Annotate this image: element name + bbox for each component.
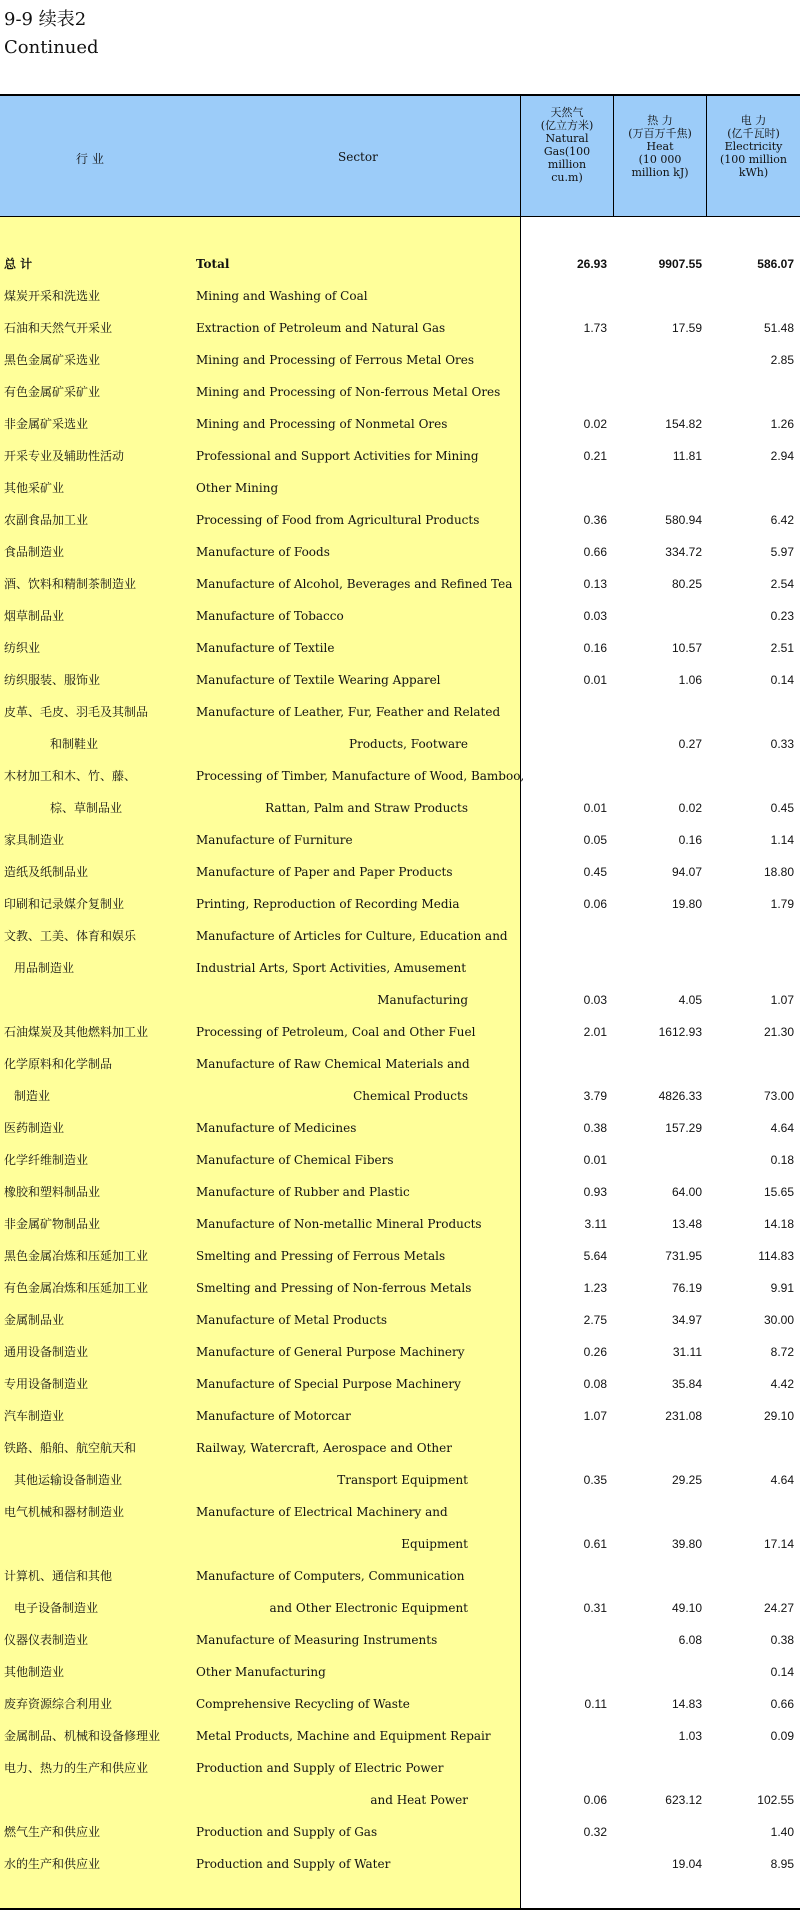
- electricity-value: 0.18: [770, 1153, 794, 1167]
- sector-en: and Other Electronic Equipment: [269, 1601, 468, 1615]
- sector-en: Manufacture of Articles for Culture, Education and: [196, 929, 508, 943]
- table-row: [0, 440, 800, 472]
- heat-value: 17.59: [671, 321, 702, 335]
- natural-gas-value: 0.31: [583, 1601, 607, 1615]
- electricity-value: 6.42: [770, 513, 794, 527]
- natural-gas-value: 0.66: [583, 545, 607, 559]
- sector-en: Mining and Washing of Coal: [196, 289, 368, 303]
- table-row: [0, 472, 800, 504]
- table-row: [0, 1240, 800, 1272]
- table-row: [0, 1656, 800, 1688]
- heat-value: 11.81: [672, 449, 702, 463]
- heat-value: 580.94: [665, 513, 702, 527]
- electricity-value: 51.48: [763, 321, 794, 335]
- industry-cn: 化学纤维制造业: [4, 1153, 89, 1167]
- heat-value: 49.10: [671, 1601, 702, 1615]
- industry-cn: 纺织业: [4, 641, 41, 655]
- sector-en: Manufacture of Computers, Communication: [196, 1569, 465, 1583]
- table-row: [0, 376, 800, 408]
- natural-gas-value: 3.79: [583, 1089, 607, 1103]
- natural-gas-value: 1.07: [583, 1409, 607, 1423]
- header-heat: 热 力 (万百万千焦) Heat (10 000 million kJ): [628, 114, 692, 179]
- electricity-value: 0.45: [770, 801, 794, 815]
- sector-en: Mining and Processing of Ferrous Metal Ores: [196, 353, 475, 367]
- natural-gas-value: 0.13: [583, 577, 607, 591]
- industry-cn: 非金属矿物制品业: [4, 1217, 101, 1231]
- table-row: [0, 1752, 800, 1784]
- electricity-value: 1.79: [770, 897, 794, 911]
- industry-cn: 食品制造业: [4, 545, 65, 559]
- sector-en: Mining and Processing of Non-ferrous Metal Ores: [196, 385, 501, 399]
- heat-value: 94.07: [671, 865, 702, 879]
- natural-gas-value: 0.08: [583, 1377, 607, 1391]
- sector-en: Chemical Products: [353, 1089, 468, 1103]
- natural-gas-value: 0.05: [583, 833, 607, 847]
- electricity-value: 4.64: [770, 1121, 794, 1135]
- electricity-value: 18.80: [763, 865, 794, 879]
- industry-cn: 印刷和记录媒介复制业: [4, 897, 125, 911]
- sector-en: Smelting and Pressing of Ferrous Metals: [196, 1249, 446, 1263]
- electricity-value: 2.51: [770, 641, 794, 655]
- heat-value: 154.82: [665, 417, 702, 431]
- electricity-value: 29.10: [763, 1409, 794, 1423]
- industry-cn: 造纸及纸制品业: [4, 865, 89, 879]
- electricity-value: 73.00: [763, 1089, 794, 1103]
- heat-value: 0.02: [678, 801, 702, 815]
- industry-cn: 皮革、毛皮、羽毛及其制品: [4, 705, 149, 719]
- electricity-value: 5.97: [770, 545, 794, 559]
- table-row: [0, 1400, 800, 1432]
- natural-gas-value: 0.11: [584, 1697, 607, 1711]
- header-sector-en: Sector: [338, 150, 378, 164]
- table-row: [0, 728, 800, 760]
- sector-en: Manufacturing: [377, 993, 468, 1007]
- natural-gas-value: 0.26: [583, 1345, 607, 1359]
- sector-en: and Heat Power: [370, 1793, 468, 1807]
- electricity-value: 1.26: [770, 417, 794, 431]
- sector-en: Manufacture of Leather, Fur, Feather and Related: [196, 705, 501, 719]
- table-row: [0, 1432, 800, 1464]
- heat-value: 1.06: [678, 673, 702, 687]
- sector-en: Manufacture of Textile Wearing Apparel: [196, 673, 441, 687]
- industry-cn: 水的生产和供应业: [4, 1857, 101, 1871]
- sector-en: Manufacture of Foods: [196, 545, 330, 559]
- sector-en: Manufacture of Paper and Paper Products: [196, 865, 453, 879]
- sector-en: Total: [196, 257, 230, 271]
- heat-value: 231.08: [665, 1409, 702, 1423]
- electricity-value: 0.09: [770, 1729, 794, 1743]
- natural-gas-value: 3.11: [584, 1217, 607, 1231]
- industry-cn: 计算机、通信和其他: [4, 1569, 113, 1583]
- electricity-value: 1.07: [770, 993, 794, 1007]
- industry-cn: 专用设备制造业: [4, 1377, 89, 1391]
- table-row: [0, 664, 800, 696]
- industry-cn: 有色金属冶炼和压延加工业: [4, 1281, 149, 1295]
- table-row: [0, 536, 800, 568]
- electricity-value: 8.95: [770, 1857, 794, 1871]
- sector-en: Extraction of Petroleum and Natural Gas: [196, 321, 446, 335]
- table-row: [0, 248, 800, 280]
- industry-cn: 制造业: [14, 1089, 51, 1103]
- table-row: [0, 792, 800, 824]
- table-row: [0, 1208, 800, 1240]
- table-row: [0, 888, 800, 920]
- industry-cn: 铁路、船舶、航空航天和: [4, 1441, 137, 1455]
- table-row: [0, 1688, 800, 1720]
- sector-en: Products, Footware: [349, 737, 468, 751]
- industry-cn: 用品制造业: [14, 961, 75, 975]
- heat-value: 19.80: [671, 897, 702, 911]
- sector-en: Mining and Processing of Nonmetal Ores: [196, 417, 448, 431]
- heat-value: 157.29: [665, 1121, 702, 1135]
- sector-en: Transport Equipment: [337, 1473, 468, 1487]
- industry-cn: 电力、热力的生产和供应业: [4, 1761, 149, 1775]
- heat-value: 34.97: [671, 1313, 702, 1327]
- electricity-value: 21.30: [763, 1025, 794, 1039]
- industry-cn: 和制鞋业: [50, 737, 99, 751]
- heat-value: 64.00: [671, 1185, 702, 1199]
- table-row: [0, 824, 800, 856]
- natural-gas-value: 2.01: [583, 1025, 607, 1039]
- heat-value: 80.25: [671, 577, 702, 591]
- sector-en: Manufacture of Medicines: [196, 1121, 357, 1135]
- electricity-value: 9.91: [770, 1281, 794, 1295]
- table-row: [0, 920, 800, 952]
- heat-value: 13.48: [671, 1217, 702, 1231]
- table-row: [0, 1144, 800, 1176]
- heat-value: 0.16: [678, 833, 702, 847]
- sector-en: Production and Supply of Gas: [196, 1825, 378, 1839]
- table-row: [0, 1592, 800, 1624]
- sector-en: Smelting and Pressing of Non-ferrous Metals: [196, 1281, 472, 1295]
- industry-cn: 黑色金属冶炼和压延加工业: [4, 1249, 149, 1263]
- bottom-rule: [0, 1908, 800, 1910]
- table-row: [0, 1496, 800, 1528]
- electricity-value: 14.18: [763, 1217, 794, 1231]
- industry-cn: 通用设备制造业: [4, 1345, 89, 1359]
- heat-value: 4826.33: [658, 1089, 702, 1103]
- natural-gas-value: 2.75: [583, 1313, 607, 1327]
- industry-cn: 其他采矿业: [4, 481, 65, 495]
- natural-gas-value: 0.02: [583, 417, 607, 431]
- heat-value: 29.25: [671, 1473, 702, 1487]
- table-row: [0, 1336, 800, 1368]
- natural-gas-value: 5.64: [583, 1249, 607, 1263]
- industry-cn: 医药制造业: [4, 1121, 65, 1135]
- natural-gas-value: 0.61: [583, 1537, 607, 1551]
- heat-value: 4.05: [678, 993, 702, 1007]
- heat-value: 39.80: [671, 1537, 702, 1551]
- table-row: [0, 1016, 800, 1048]
- sector-en: Railway, Watercraft, Aerospace and Other: [196, 1441, 452, 1455]
- sector-en: Manufacture of Non-metallic Mineral Products: [196, 1217, 482, 1231]
- electricity-value: 1.40: [770, 1825, 794, 1839]
- electricity-value: 0.33: [770, 737, 794, 751]
- page-title: 9-9 续表2: [4, 9, 87, 30]
- natural-gas-value: 0.03: [583, 609, 607, 623]
- sector-en: Manufacture of General Purpose Machinery: [196, 1345, 465, 1359]
- electricity-value: 8.72: [770, 1345, 794, 1359]
- table-row: [0, 1848, 800, 1880]
- industry-cn: 纺织服装、服饰业: [4, 673, 101, 687]
- sector-en: Printing, Reproduction of Recording Media: [196, 897, 460, 911]
- table-row: [0, 504, 800, 536]
- sector-en: Manufacture of Raw Chemical Materials and: [196, 1057, 470, 1071]
- electricity-value: 2.85: [770, 353, 794, 367]
- heat-value: 0.27: [678, 737, 702, 751]
- sector-en: Professional and Support Activities for Mining: [196, 449, 479, 463]
- table-row: [0, 1080, 800, 1112]
- industry-cn: 仪器仪表制造业: [4, 1633, 89, 1647]
- table-row: [0, 1720, 800, 1752]
- heat-value: 731.95: [665, 1249, 702, 1263]
- industry-cn: 文教、工美、体育和娱乐: [4, 929, 137, 943]
- electricity-value: 30.00: [763, 1313, 794, 1327]
- industry-cn: 木材加工和木、竹、藤、: [4, 769, 137, 783]
- natural-gas-value: 1.23: [583, 1281, 607, 1295]
- electricity-value: 114.83: [758, 1249, 794, 1263]
- sector-en: Manufacture of Metal Products: [196, 1313, 388, 1327]
- sector-en: Manufacture of Furniture: [196, 833, 353, 847]
- electricity-value: 0.38: [770, 1633, 794, 1647]
- natural-gas-value: 26.93: [576, 257, 607, 271]
- natural-gas-value: 1.73: [583, 321, 607, 335]
- sector-en: Manufacture of Tobacco: [196, 609, 344, 623]
- natural-gas-value: 0.16: [583, 641, 607, 655]
- heat-value: 14.83: [671, 1697, 702, 1711]
- sector-en: Industrial Arts, Sport Activities, Amusement: [196, 961, 467, 975]
- sector-en: Processing of Petroleum, Coal and Other Fuel: [196, 1025, 476, 1039]
- page-subtitle: Continued: [4, 37, 99, 58]
- electricity-value: 1.14: [770, 833, 794, 847]
- industry-cn: 石油煤炭及其他燃料加工业: [4, 1025, 149, 1039]
- table-row: [0, 280, 800, 312]
- industry-cn: 总 计: [4, 257, 33, 271]
- industry-cn: 金属制品业: [4, 1313, 65, 1327]
- electricity-value: 15.65: [763, 1185, 794, 1199]
- table-row: [0, 696, 800, 728]
- table-row: [0, 984, 800, 1016]
- electricity-value: 17.14: [763, 1537, 794, 1551]
- industry-cn: 开采专业及辅助性活动: [4, 449, 125, 463]
- industry-cn: 汽车制造业: [4, 1409, 65, 1423]
- electricity-value: 4.64: [770, 1473, 794, 1487]
- table-row: [0, 1272, 800, 1304]
- sector-en: Rattan, Palm and Straw Products: [265, 801, 468, 815]
- industry-cn: 化学原料和化学制品: [4, 1057, 113, 1071]
- electricity-value: 2.54: [770, 577, 794, 591]
- sector-en: Manufacture of Electrical Machinery and: [196, 1505, 448, 1519]
- sector-en: Manufacture of Measuring Instruments: [196, 1633, 438, 1647]
- natural-gas-value: 0.36: [583, 513, 607, 527]
- heat-value: 76.19: [671, 1281, 702, 1295]
- table-row: [0, 1624, 800, 1656]
- header-electricity: 电 力 (亿千瓦时) Electricity (100 million kWh): [720, 114, 787, 179]
- electricity-value: 0.23: [770, 609, 794, 623]
- sector-en: Manufacture of Textile: [196, 641, 335, 655]
- natural-gas-value: 0.01: [583, 673, 607, 687]
- table-row: [0, 1784, 800, 1816]
- sector-en: Processing of Timber, Manufacture of Wood, Bamboo,: [196, 769, 525, 783]
- heat-value: 6.08: [678, 1633, 702, 1647]
- table-row: [0, 1816, 800, 1848]
- sector-en: Manufacture of Motorcar: [196, 1409, 351, 1423]
- table-row: [0, 760, 800, 792]
- industry-cn: 其他制造业: [4, 1665, 65, 1679]
- industry-cn: 煤炭开采和洗选业: [4, 289, 101, 303]
- natural-gas-value: 0.06: [583, 1793, 607, 1807]
- sector-en: Manufacture of Chemical Fibers: [196, 1153, 394, 1167]
- heat-value: 35.84: [671, 1377, 702, 1391]
- industry-cn: 其他运输设备制造业: [14, 1473, 123, 1487]
- table-row: [0, 1304, 800, 1336]
- heat-value: 1612.93: [658, 1025, 702, 1039]
- table-row: [0, 344, 800, 376]
- industry-cn: 金属制品、机械和设备修理业: [4, 1729, 161, 1743]
- electricity-value: 0.14: [770, 1665, 794, 1679]
- industry-cn: 有色金属矿采矿业: [4, 385, 101, 399]
- industry-cn: 烟草制品业: [4, 609, 65, 623]
- sector-en: Production and Supply of Electric Power: [196, 1761, 444, 1775]
- electricity-value: 4.42: [770, 1377, 794, 1391]
- industry-cn: 燃气生产和供应业: [4, 1825, 101, 1839]
- sector-en: Other Manufacturing: [196, 1665, 326, 1679]
- industry-cn: 石油和天然气开采业: [4, 321, 113, 335]
- electricity-value: 586.07: [757, 257, 794, 271]
- industry-cn: 家具制造业: [4, 833, 65, 847]
- heat-value: 31.11: [672, 1345, 702, 1359]
- heat-value: 1.03: [678, 1729, 702, 1743]
- table-row: [0, 632, 800, 664]
- industry-cn: 电气机械和器材制造业: [4, 1505, 125, 1519]
- table-row: [0, 568, 800, 600]
- industry-cn: 农副食品加工业: [4, 513, 89, 527]
- natural-gas-value: 0.06: [583, 897, 607, 911]
- electricity-value: 2.94: [770, 449, 794, 463]
- table-row: [0, 408, 800, 440]
- natural-gas-value: 0.03: [583, 993, 607, 1007]
- sector-en: Manufacture of Special Purpose Machinery: [196, 1377, 461, 1391]
- sector-en: Production and Supply of Water: [196, 1857, 391, 1871]
- sector-en: Comprehensive Recycling of Waste: [196, 1697, 410, 1711]
- table-row: [0, 1048, 800, 1080]
- industry-cn: 黑色金属矿采选业: [4, 353, 101, 367]
- electricity-value: 102.55: [757, 1793, 794, 1807]
- table-row: [0, 1368, 800, 1400]
- sector-en: Other Mining: [196, 481, 279, 495]
- industry-cn: 非金属矿采选业: [4, 417, 89, 431]
- industry-cn: 棕、草制品业: [50, 801, 123, 815]
- table-row: [0, 1176, 800, 1208]
- natural-gas-value: 0.93: [583, 1185, 607, 1199]
- heat-value: 19.04: [671, 1857, 702, 1871]
- heat-value: 10.57: [671, 641, 702, 655]
- natural-gas-value: 0.21: [583, 449, 607, 463]
- sector-en: Manufacture of Rubber and Plastic: [196, 1185, 410, 1199]
- industry-cn: 电子设备制造业: [14, 1601, 99, 1615]
- electricity-value: 0.14: [770, 673, 794, 687]
- electricity-value: 0.66: [770, 1697, 794, 1711]
- header-natural-gas: 天然气 (亿立方米) Natural Gas(100 million cu.m): [540, 106, 594, 184]
- sector-en: Equipment: [401, 1537, 468, 1551]
- heat-value: 334.72: [665, 545, 702, 559]
- natural-gas-value: 0.01: [583, 801, 607, 815]
- natural-gas-value: 0.32: [583, 1825, 607, 1839]
- natural-gas-value: 0.38: [583, 1121, 607, 1135]
- sector-en: Manufacture of Alcohol, Beverages and Refined Tea: [196, 577, 513, 591]
- natural-gas-value: 0.01: [583, 1153, 607, 1167]
- electricity-value: 24.27: [763, 1601, 794, 1615]
- heat-value: 623.12: [665, 1793, 702, 1807]
- natural-gas-value: 0.45: [583, 865, 607, 879]
- table-row: [0, 600, 800, 632]
- header-industry-cn: 行 业: [76, 152, 104, 166]
- sector-en: Processing of Food from Agricultural Products: [196, 513, 480, 527]
- table-row: [0, 1112, 800, 1144]
- natural-gas-value: 0.35: [583, 1473, 607, 1487]
- industry-cn: 酒、饮料和精制茶制造业: [4, 577, 137, 591]
- table-row: [0, 856, 800, 888]
- table-row: [0, 1464, 800, 1496]
- heat-value: 9907.55: [658, 257, 702, 271]
- table-row: [0, 312, 800, 344]
- table-row: [0, 1560, 800, 1592]
- sector-en: Metal Products, Machine and Equipment Repair: [196, 1729, 491, 1743]
- industry-cn: 废弃资源综合利用业: [4, 1697, 113, 1711]
- table-row: [0, 952, 800, 984]
- industry-cn: 橡胶和塑料制品业: [4, 1185, 101, 1199]
- table-row: [0, 1528, 800, 1560]
